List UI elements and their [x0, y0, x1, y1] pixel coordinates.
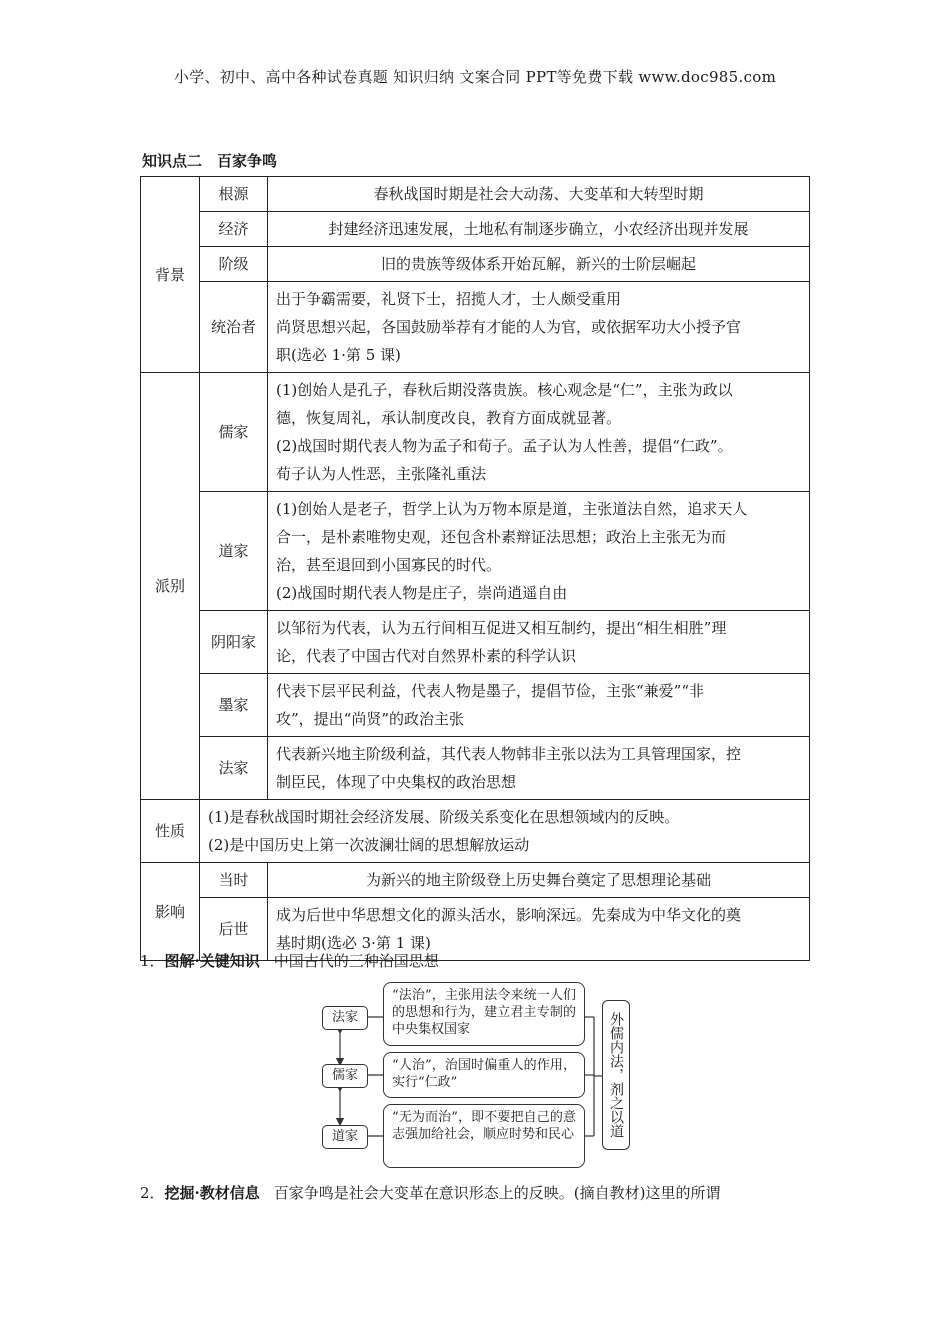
- text-line: (1)创始人是孔子，春秋后期没落贵族。核心观念是“仁”，主张为政以: [276, 381, 733, 399]
- category-nature: 性质: [141, 800, 200, 863]
- desc-taoism: “无为而治”，即不要把自己的意志强加给社会，顺应时势和民心: [383, 1104, 585, 1168]
- table-row: [141, 800, 810, 863]
- cell-nature: [200, 800, 810, 863]
- text-line: 尚贤思想兴起，各国鼓励举荐有才能的人为官，或依据军功大小授予官: [276, 318, 742, 336]
- text-line: 代表下层平民利益，代表人物是墨子，提倡节俭，主张“兼爱”“非: [276, 682, 705, 700]
- sub-root: 根源: [200, 177, 268, 212]
- text-line: 攻”，提出“尚贤”的政治主张: [276, 710, 465, 728]
- sub-rulers: 统治者: [200, 282, 268, 373]
- cell-yinyang: [268, 611, 810, 674]
- text-line: (2)是中国历史上第一次波澜壮阔的思想解放运动: [208, 836, 530, 854]
- text-line: 制臣民，体现了中央集权的政治思想: [276, 773, 517, 791]
- cell-class: 旧的贵族等级体系开始瓦解，新兴的士阶层崛起: [268, 247, 810, 282]
- table-row: [141, 737, 810, 800]
- table-row: [141, 863, 810, 898]
- item-number: 1．: [140, 952, 165, 970]
- sub-class: 阶级: [200, 247, 268, 282]
- text-line: 治，甚至退回到小国寡民的时代。: [276, 556, 502, 574]
- cell-at-the-time: 为新兴的地主阶级登上历史舞台奠定了思想理论基础: [268, 863, 810, 898]
- item-text: 百家争鸣是社会大变革在意识形态上的反映。(摘自教材)这里的所谓: [273, 1184, 721, 1202]
- sub-economy: 经济: [200, 212, 268, 247]
- text-line: (2)战国时期代表人物为孟子和荀子。孟子认为人性善，提倡“仁政”。: [276, 437, 733, 455]
- table-row: [141, 492, 810, 611]
- text-line: 代表新兴地主阶级利益，其代表人物韩非主张以法为工具管理国家，控: [276, 745, 742, 763]
- text-line: 出于争霸需要，礼贤下士，招揽人才，士人颇受重用: [276, 290, 622, 308]
- table-row: [141, 247, 810, 282]
- table-row: [141, 177, 810, 212]
- sub-mohism: 墨家: [200, 674, 268, 737]
- cell-rulers: [268, 282, 810, 373]
- category-influence: 影响: [141, 863, 200, 961]
- text-line: 基时期(选必 3·第 1 课): [276, 934, 431, 952]
- table-row: [141, 282, 810, 373]
- page-header: 小学、初中、高中各种试卷真题 知识归纳 文案合同 PPT等免费下载 www.doc985.com: [173, 68, 777, 86]
- node-taoism: 道家: [322, 1125, 368, 1149]
- section-title: 知识点二 百家争鸣: [142, 152, 278, 170]
- sub-legalism: 法家: [200, 737, 268, 800]
- cell-legalism: [268, 737, 810, 800]
- sub-later-ages: 后世: [200, 898, 268, 961]
- table-row: [141, 611, 810, 674]
- node-confucianism: 儒家: [322, 1064, 368, 1088]
- desc-confucianism: “人治”，治国时偏重人的作用，实行“仁政”: [383, 1052, 585, 1098]
- sub-taoism: 道家: [200, 492, 268, 611]
- text-line: (1)是春秋战国时期社会经济发展、阶级关系变化在思想领域内的反映。: [208, 808, 680, 826]
- sub-yinyang: 阴阳家: [200, 611, 268, 674]
- item-label: 挖掘·教材信息: [164, 1184, 260, 1202]
- cell-taoism: [268, 492, 810, 611]
- cell-confucianism: [268, 373, 810, 492]
- text-line: (1)创始人是老子，哲学上认为万物本原是道，主张道法自然，追求天人: [276, 500, 748, 518]
- text-line: (2)战国时期代表人物是庄子，崇尚逍遥自由: [276, 584, 568, 602]
- text-line: 合一，是朴素唯物史观，还包含朴素辩证法思想；政治上主张无为而: [276, 528, 727, 546]
- item-number: 2．: [140, 1184, 165, 1202]
- text-line: 德，恢复周礼，承认制度改良，教育方面成就显著。: [276, 409, 622, 427]
- item-2: [140, 1182, 721, 1203]
- table-row: [141, 212, 810, 247]
- category-schools: 派别: [141, 373, 200, 800]
- text-line: 职(选必 1·第 5 课): [276, 346, 401, 364]
- item-text: 中国古代的三种治国思想: [273, 952, 439, 970]
- desc-legalism: “法治”，主张用法令来统一人们的思想和行为，建立君主专制的中央集权国家: [383, 982, 585, 1046]
- cell-economy: 封建经济迅速发展，土地私有制逐步确立，小农经济出现并发展: [268, 212, 810, 247]
- table-row: [141, 373, 810, 492]
- text-line: 以邹衍为代表，认为五行间相互促进又相互制约，提出“相生相胜”理: [276, 619, 727, 637]
- sub-confucianism: 儒家: [200, 373, 268, 492]
- table-row: [141, 674, 810, 737]
- text-line: 成为后世中华思想文化的源头活水，影响深远。先秦成为中华文化的奠: [276, 906, 742, 924]
- sub-at-the-time: 当时: [200, 863, 268, 898]
- text-line: 荀子认为人性恶，主张隆礼重法: [276, 465, 487, 483]
- item-1: [140, 950, 439, 971]
- category-background: 背景: [141, 177, 200, 373]
- governance-diagram: [320, 982, 630, 1168]
- node-legalism: 法家: [322, 1006, 368, 1030]
- text-line: 论，代表了中国古代对自然界朴素的科学认识: [276, 647, 577, 665]
- cell-mohism: [268, 674, 810, 737]
- knowledge-table: [140, 176, 810, 961]
- item-label: 图解·关键知识: [164, 952, 260, 970]
- summary-box: 外儒内法，剂之以道: [602, 1000, 630, 1150]
- cell-root: 春秋战国时期是社会大动荡、大变革和大转型时期: [268, 177, 810, 212]
